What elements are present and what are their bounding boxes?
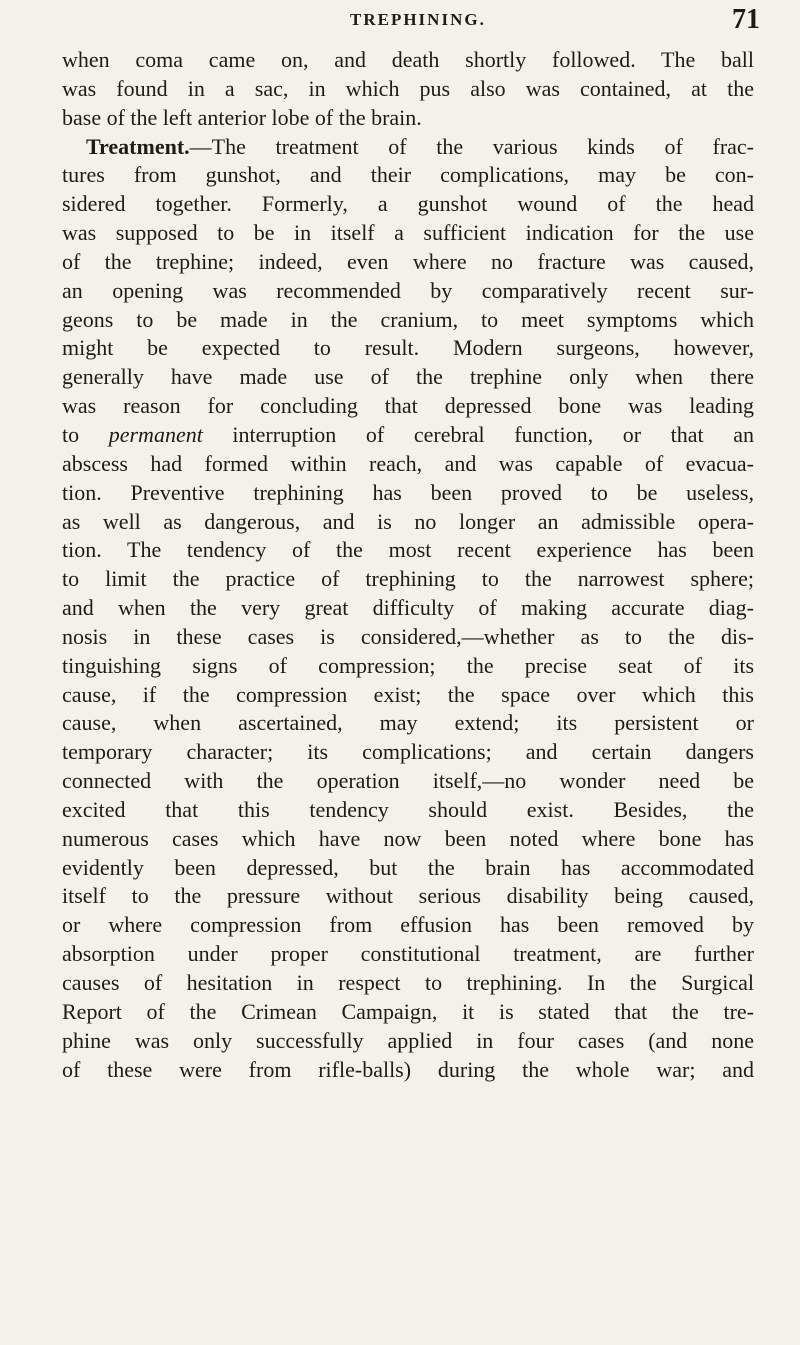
text-line: causes of hesitation in respect to trephining. In the Surgical [62, 970, 754, 995]
text-line: as well as dangerous, and is no longer an admissible opera- [62, 508, 754, 534]
running-head: TREPHINING. [350, 10, 486, 29]
text-line: nosis in these cases is considered,—whether as to the dis- [62, 623, 754, 649]
italic-emphasis: permanent [108, 421, 203, 447]
text-line: might be expected to result. Modern surgeons, however, [62, 335, 754, 361]
text-line: when coma came on, and death shortly followed. The ball [62, 47, 754, 72]
text-line: evidently been depressed, but the brain has accommodated [62, 854, 754, 880]
text-line: or where compression from effusion has been removed by [62, 912, 754, 938]
text-line: cause, when ascertained, may extend; its persistent or [62, 710, 754, 736]
body-text [62, 46, 754, 1084]
text-line: tinguishing signs of compression; the precise seat of its [62, 652, 754, 678]
text-line: of the trephine; indeed, even where no fracture was caused, [62, 248, 754, 274]
text-line: of these were from rifle-balls) during the whole war; and [62, 1056, 754, 1082]
text-line: absorption under proper constitutional treatment, are further [62, 941, 754, 967]
text-line: temporary character; its complications; and certain dangers [62, 739, 754, 765]
text-line: was reason for concluding that depressed bone was leading [62, 393, 754, 419]
text-line: geons to be made in the cranium, to meet symptoms which [62, 306, 754, 332]
text-line: tion. Preventive trephining has been proved to be useless, [62, 479, 754, 505]
section-heading: Treatment. [86, 133, 190, 159]
text-line: numerous cases which have now been noted where bone has [62, 825, 754, 851]
text-line: was supposed to be in itself a sufficient indication for the use [62, 220, 754, 246]
text-line: Report of the Crimean Campaign, it is stated that the tre- [62, 998, 754, 1024]
text-line: connected with the operation itself,—no wonder need be [62, 768, 754, 794]
text-line: an opening was recommended by comparatively recent sur- [62, 277, 754, 303]
text-line: to permanent interruption of cerebral function, or that an [62, 421, 754, 447]
text-line: to limit the practice of trephining to the narrowest sphere; [62, 566, 754, 592]
text-line: phine was only successfully applied in four cases (and none [62, 1027, 754, 1053]
text-line: and when the very great difficulty of making accurate diag- [62, 595, 754, 621]
text-line: excited that this tendency should exist. Besides, the [62, 796, 754, 822]
text-line: itself to the pressure without serious disability being caused, [62, 883, 754, 909]
text-line: cause, if the compression exist; the space over which this [62, 681, 754, 707]
text-line: sidered together. Formerly, a gunshot wound of the head [62, 191, 754, 217]
text-line: was found in a sac, in which pus also was contained, at the [62, 75, 754, 101]
text-line: tion. The tendency of the most recent experience has been [62, 537, 754, 563]
page-header [62, 4, 760, 42]
text-line: Treatment.—The treatment of the various kinds of frac- [86, 133, 754, 159]
text-line: abscess had formed within reach, and was capable of evacua- [62, 450, 754, 476]
page-number: 71 [732, 4, 760, 35]
text-line: generally have made use of the trephine only when there [62, 364, 754, 390]
text-line: base of the left anterior lobe of the brain. [62, 104, 422, 130]
text-line: tures from gunshot, and their complications, may be con- [62, 162, 754, 188]
